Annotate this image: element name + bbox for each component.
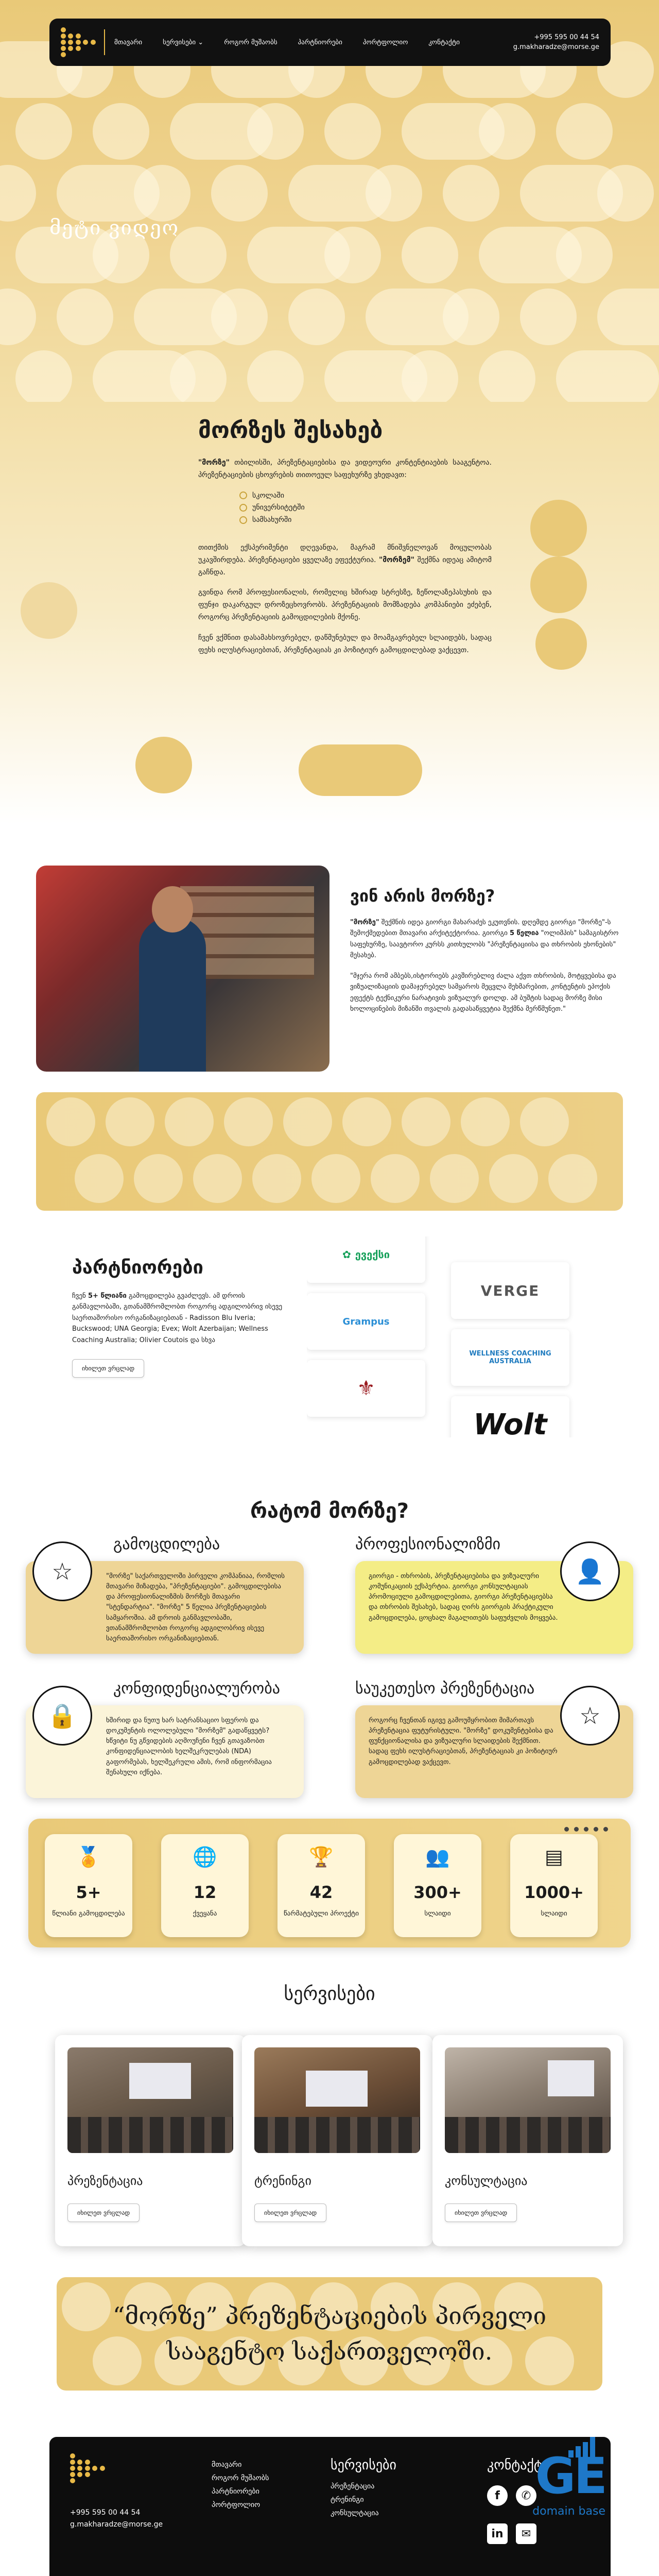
about-paragraph-3: გვინდა რომ პროფესიონალის, რომელიც ხშირად სტრესზე, ზეწოლაზეპასუხის და ფუნჯი დაკარგულ დროზეცხოვრობს. პრეზენტაციის მომზადება კომპანიები ეძებენ, როგორც პრეზენტაციის გამოცდილების მქონე.	[198, 588, 492, 621]
decor-shape	[15, 350, 72, 402]
decor-shape	[106, 1097, 154, 1146]
footer-link-how-it-works[interactable]: როგორ მუშაობს	[212, 2474, 269, 2482]
founder-photo	[36, 866, 330, 1072]
nav-item-contact[interactable]: კონტაქტი	[428, 38, 460, 46]
why-section	[0, 1468, 659, 1968]
feature-text: ხშირიდ და ნუთუ ხარ სატრანსაციო სფეროს და დოკუმენტის ოლოლებული "მორზემ" გადაწყვეტს? ხწვიტი ნუ გწვიდების აღმოუჩენი ჩვენ გთავაზობთ კონფიდენციალობის ხელშეკრულებას (NDA) გაფორმებას, ხელშეკრული ამის, რომ ინფორმაცია შენახული იქნება.	[106, 1717, 272, 1776]
carousel-dot[interactable]	[564, 1827, 569, 1832]
nav-item-services-label: სერვისები	[163, 38, 196, 46]
service-card-consulting[interactable]	[432, 2035, 623, 2246]
decorative-banner	[36, 1092, 623, 1211]
morse-logo[interactable]	[61, 24, 97, 60]
partner-logo-radisson	[307, 1360, 425, 1417]
decor-shape	[366, 165, 422, 222]
decor-shape	[342, 1097, 391, 1146]
partner-logo-evex	[307, 1236, 425, 1283]
service-card-training[interactable]	[242, 2035, 432, 2246]
decor-shape	[247, 350, 304, 402]
stat-card	[394, 1834, 481, 1937]
whatsapp-icon[interactable]: ✆	[516, 2485, 536, 2506]
feature-text: როგორც ჩვენთან იგივე გამოუმყრობით მიმართავს პრეზენტაცია ფუტურისტული. "მორზე" დოკუმენტებისა და ფუნქციონალისა და ვიზუალური სლაიდების შექმნით. სადაც ფეხს ილუსტრაციებთან, პრეზენტაციას კი პოზიტიურ გამოცდილებად ვაქცევთ.	[369, 1717, 558, 1766]
decor-pill	[299, 744, 422, 796]
partner-logo-evex-label: ევექსი	[355, 1248, 390, 1261]
decor-shape	[556, 103, 613, 160]
decor-shape	[247, 103, 304, 160]
decor-shape	[170, 350, 227, 402]
decor-shape	[62, 2282, 111, 2331]
services-section	[0, 1968, 659, 2277]
partners-more-button[interactable]: იხილეთ ვრცლად	[72, 1359, 144, 1378]
decor-shape	[224, 1097, 273, 1146]
decor-shape	[211, 289, 268, 345]
nav-item-portfolio[interactable]: პორტფოლიო	[362, 38, 408, 46]
who-heading: ვინ არის მორზე?	[350, 886, 495, 906]
nav-phone[interactable]: +995 595 00 44 54	[534, 33, 599, 41]
footer-brand	[70, 2450, 163, 2531]
trophy-icon: 🏆	[309, 1845, 334, 1868]
decor-shape	[556, 350, 659, 402]
about-p2-brand: "მორზემ"	[379, 555, 414, 564]
decor-shape	[520, 1097, 569, 1146]
feature-title: საუკეთესო პრეზენტაცია	[355, 1680, 535, 1698]
footer-link-home[interactable]: მთავარი	[212, 2461, 242, 2469]
team-icon: 👥	[425, 1845, 450, 1868]
about-list	[239, 490, 492, 527]
partners-years: 5+ წლიანი	[88, 1292, 127, 1300]
badge-main-text: GE	[535, 2447, 605, 2505]
list-item: უნივერსიტეტში	[239, 502, 492, 514]
hero-section	[0, 0, 659, 402]
stat-value: 1000+	[524, 1883, 584, 1902]
decor-shape	[461, 1097, 510, 1146]
service-card-presentation[interactable]	[55, 2035, 246, 2246]
who-section	[0, 824, 659, 1092]
decor-shape	[134, 1154, 183, 1203]
stat-value: 12	[193, 1883, 217, 1902]
feature-text: "მორზე" საქართველოში პირველი კომპანიაა, რომლის მთავარი მიზადება, "პრეზენტაციები". გამოცდილებისა და პროფესიონალიზმის მორზეს მთავარი "სტენდარტია". "მორზე" 5 წელია პრეზენტაციების სამყაროშია. ამ დროის განმავლობაში, ვთანამშრომლობთ როგორც ადგილობრივ ისევე საერთაშორისო ორგანიზაციებთან.	[106, 1572, 285, 1642]
footer-contact-heading: კონტაქტი	[487, 2458, 550, 2473]
cta-text	[113, 2298, 546, 2369]
domain-base-badge[interactable]	[518, 2437, 611, 2524]
decor-shape	[479, 350, 535, 402]
decor-shape	[57, 289, 113, 345]
stat-label: სლაიდი	[541, 1910, 567, 1918]
decor-bubble	[135, 737, 192, 793]
stars-icon: ☆	[32, 1541, 92, 1601]
feature-title: გამოცდილება	[113, 1535, 220, 1553]
feature-text: გიორგი - თხრობის, პრეზენტაციებისა და ვიზუალური კომუნიკაციის ექსპერტია. გიორგი კონსულტაციას პრომოციული გამოცდილებითა, გიორგი პრეზენტაციებსა და თხრობის შესახებ, სადაც ღირს გიორგის პრაქტიკული გამოცდილება, ცოცხალ მაგალითებს საფუძვლის მოყვება.	[369, 1572, 558, 1622]
hero-title[interactable]: მეტი ვიდეო	[49, 216, 180, 239]
decor-shape	[430, 1154, 479, 1203]
decor-shape	[93, 103, 149, 160]
service-more-button[interactable]: იხილეთ ვრცლად	[67, 2204, 140, 2222]
decor-shape	[0, 165, 36, 222]
carousel-dot[interactable]	[594, 1827, 598, 1832]
decor-shape	[134, 165, 190, 222]
service-more-button[interactable]: იხილეთ ვრცლად	[445, 2204, 517, 2222]
decor-shape	[556, 227, 613, 283]
about-intro-brand: "მორზე"	[198, 459, 230, 467]
stat-card	[161, 1834, 249, 1937]
decor-shape	[75, 1154, 124, 1203]
partners-text-end: გამოცდილება გვაძლევს. ამ დროის განმავლობაში, გთანამშრომლობთ როგორც ადგილობრივ ისევე საერთაშორისო ორგანიზაციებთან - Radisson Blu Iveria; Buckswood; UNA Georgia; Evex; Wolt Azerbaijan; Wellness Coaching Australia; Olivier Coutois და სხვა	[72, 1292, 283, 1344]
about-intro	[198, 457, 492, 482]
about-paragraph-4: ჩვენ ვქმნით დასამახსოვრებელ, დაწმუნებულ და მოამგავრებელ სლაიდებს, სადაც ფეხს ილუსტრაციებთან, პრეზენტაციას კი პოზიტიურ გამოცდილებად ვაქცევთ.	[198, 633, 492, 654]
nav-menu	[114, 39, 513, 46]
stat-label: წლიანი გამოცდილება	[52, 1910, 125, 1918]
who-years: 5 წელია	[509, 929, 539, 938]
stat-card	[45, 1834, 132, 1937]
stat-card	[278, 1834, 365, 1937]
decor-shape	[443, 165, 499, 222]
stat-label: სლაიდი	[424, 1910, 451, 1918]
decor-bubble	[535, 618, 587, 670]
stat-value: 5+	[76, 1883, 101, 1902]
cta-line-2: სააგენტო საქართველოში.	[166, 2337, 493, 2365]
top-navbar	[49, 19, 611, 66]
list-item: სამსახურში	[239, 514, 492, 527]
decor-shape	[443, 289, 499, 345]
service-title: კონსულტაცია	[445, 2174, 528, 2188]
about-section	[0, 402, 659, 824]
partners-text-start: ჩვენ	[72, 1292, 88, 1300]
decor-shape	[311, 1154, 360, 1203]
stat-value: 42	[309, 1883, 333, 1902]
footer-link-portfolio[interactable]: პორტფოლიო	[212, 2501, 261, 2509]
nav-item-home[interactable]: მთავარი	[114, 38, 143, 46]
footer-nav	[212, 2461, 269, 2514]
nav-divider	[104, 29, 105, 55]
decor-shape	[479, 103, 535, 160]
service-photo	[445, 2047, 611, 2153]
who-text-mid: შექმნის იდეა გიორგი მახარაძეს ეკუთვნის. დღემდე გიორგი "მორზე"-ს შემოქმედებით მთავარი არქიტექტორია. გიორგი	[350, 919, 611, 938]
service-title: ტრენინგი	[254, 2174, 311, 2188]
carousel-dot[interactable]	[574, 1827, 579, 1832]
nav-item-partners[interactable]: პარტნიორები	[298, 38, 342, 46]
decor-shape	[597, 289, 659, 345]
decor-shape	[548, 1154, 597, 1203]
email-icon[interactable]: ✉	[516, 2523, 536, 2544]
nav-contact-info	[513, 32, 599, 53]
partners-heading: პარტნიორები	[72, 1257, 203, 1278]
decor-shape	[165, 1097, 214, 1146]
service-more-button[interactable]: იხილეთ ვრცლად	[254, 2204, 326, 2222]
stat-value: 300+	[413, 1883, 462, 1902]
nav-item-services[interactable]	[163, 39, 203, 46]
footer	[49, 2437, 611, 2576]
partner-logos-carousel[interactable]	[307, 1236, 595, 1437]
cta-line-1: “მორზე” პრეზენტაციების პირველი	[112, 2302, 547, 2330]
morse-logo[interactable]	[70, 2450, 106, 2486]
decor-bubble	[21, 582, 77, 639]
lock-icon: 🔒	[32, 1686, 92, 1745]
decor-shape	[193, 1154, 242, 1203]
globe-icon: 🌐	[193, 1845, 217, 1868]
footer-link-partners[interactable]: პარტნიორები	[212, 2487, 259, 2496]
partners-section	[0, 1211, 659, 1468]
decor-shape	[283, 1097, 332, 1146]
decor-shape	[252, 1154, 301, 1203]
stats-carousel[interactable]	[28, 1819, 631, 1947]
who-brand: "მორზე"	[350, 919, 379, 926]
carousel-dot[interactable]	[603, 1827, 608, 1832]
decor-shape	[288, 289, 345, 345]
feature-title: კონფიდენციალურობა	[113, 1680, 281, 1698]
footer-link-training[interactable]: ტრენინგი	[331, 2496, 364, 2504]
footer-phone[interactable]: +995 595 00 44 54	[70, 2509, 141, 2517]
decor-shape	[402, 227, 458, 283]
about-p2-end: შექმნა იდეაც ამიტომ გაჩნდა.	[198, 555, 492, 577]
decor-shape	[15, 103, 72, 160]
footer-link-consulting[interactable]: კონსულტაცია	[331, 2509, 379, 2517]
about-heading: მორზეს შესახებ	[198, 417, 383, 444]
slides-icon: ▤	[545, 1845, 563, 1868]
about-paragraph-2	[198, 542, 492, 579]
about-p2-start: თითქმის ექსპერიმენტი დღევანდა, მაგრამ მნიშვნელოვან მოცულობას უკავშირდება. პრეზენტაციები ყველაზე ეფექტურია.	[198, 543, 492, 564]
footer-services	[331, 2458, 396, 2522]
linkedin-icon[interactable]: in	[487, 2523, 508, 2544]
carousel-dots	[564, 1827, 608, 1832]
decor-shape	[46, 1097, 95, 1146]
decor-shape	[489, 1154, 538, 1203]
footer-services-heading: სერვისები	[331, 2458, 396, 2473]
decor-bubble	[530, 500, 587, 556]
decor-shape	[211, 165, 268, 222]
footer-wrapper	[0, 2437, 659, 2576]
medal-icon: 🏅	[76, 1845, 101, 1868]
partners-description	[72, 1291, 288, 1346]
services-heading: სერვისები	[284, 1984, 375, 2005]
decor-shape	[402, 1097, 450, 1146]
partner-logo-verge: VERGE	[451, 1262, 569, 1319]
partner-logo-grampus: Grampus	[307, 1293, 425, 1350]
service-photo	[67, 2047, 233, 2153]
who-quote: "მჯერა რომ ამბებს,ისტორიებს კავშირებლივ ძალა აქვთ თხრობის, მოტყვებისა და ვიზუალიზაციის დამაჯერებელ სამყაროს მეცვლა მეხმარებით, კონტენტის ეპოქის ეფექტს ტექნიკური ნარატივის ვიზუალურ დოლდ. ამ ბუშტის სადაც მორზე მისი ხოლოცინების მიზანში თვალის გადასაწყვეტია შექმნა მერწმუნეთ."	[350, 972, 616, 1013]
service-photo	[254, 2047, 420, 2153]
why-heading: რატომ მორზე?	[250, 1499, 409, 1523]
stat-label: წარმატებული პროექტი	[283, 1910, 359, 1918]
decor-shape	[402, 350, 458, 402]
stat-card	[510, 1834, 598, 1937]
decor-shape	[0, 289, 36, 345]
partner-logo-wellness: WELLNESS COACHING AUSTRALIA	[451, 1329, 569, 1386]
service-title: პრეზენტაცია	[67, 2174, 143, 2188]
carousel-dot[interactable]	[584, 1827, 588, 1832]
crest-icon: ⚜	[357, 1377, 375, 1400]
badge-sub-text: domain base	[532, 2505, 605, 2518]
footer-link-presentation[interactable]: პრეზენტაცია	[331, 2482, 375, 2490]
decor-shape	[324, 103, 381, 160]
cta-banner	[57, 2277, 602, 2391]
expert-icon: 👤	[560, 1541, 620, 1601]
decor-bubble	[530, 556, 587, 613]
decor-shape	[371, 1154, 420, 1203]
feature-title: პროფესიონალიზმი	[355, 1535, 501, 1553]
chevron-down-icon: ⌄	[198, 38, 204, 46]
nav-email[interactable]: g.makharadze@morse.ge	[513, 43, 599, 51]
decor-shape	[520, 289, 577, 345]
list-item: სკოლაში	[239, 490, 492, 502]
decor-shape	[324, 227, 381, 283]
decor-shape	[597, 165, 654, 222]
flower-icon: ✿	[342, 1248, 351, 1261]
who-text-end: "ოლიმპის" სამაგისტრო საფეხურზე, საავტორო კურსს კითხულობს "პრეზენტაციისა და თხრობის ეხონების" მესახებ.	[350, 929, 619, 960]
stat-label: ქვეყანა	[193, 1910, 217, 1918]
facebook-icon[interactable]: f	[487, 2485, 508, 2506]
presentation-icon: ☆	[560, 1686, 620, 1745]
footer-email[interactable]: g.makharadze@morse.ge	[70, 2520, 163, 2529]
partner-logo-wolt: Wolt	[451, 1396, 569, 1437]
nav-item-how-it-works[interactable]: როგორ მუშაობს	[224, 38, 278, 46]
about-intro-text: თბილისში, პრეზენტაციებისა და ვიდეოური კონტენტიაების სააგენტოა. პრეზენტაციების ცხოვრების თითოეულ საფეხურზე ვხედავთ:	[198, 459, 492, 479]
who-paragraph	[350, 917, 628, 961]
